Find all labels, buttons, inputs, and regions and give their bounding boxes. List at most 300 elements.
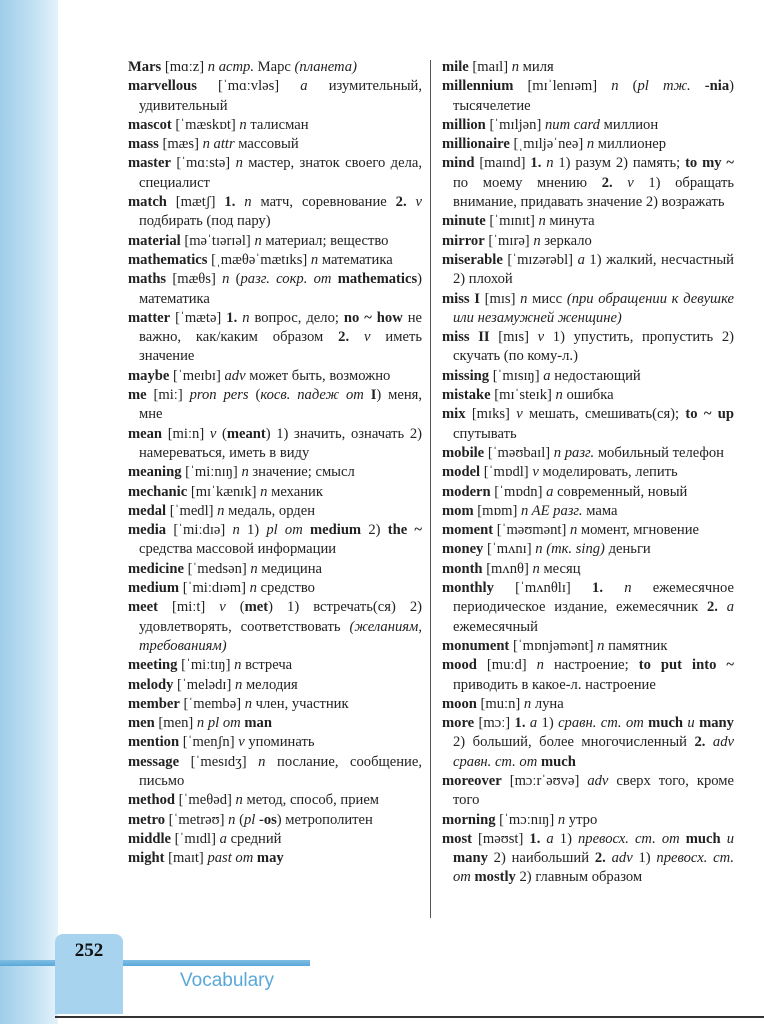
headword: monthly bbox=[442, 580, 494, 597]
entry-text: миля bbox=[519, 59, 554, 75]
entry-text: n bbox=[234, 657, 242, 674]
dictionary-entry bbox=[442, 521, 734, 540]
headword: mind bbox=[442, 155, 475, 172]
headword: medium bbox=[128, 580, 180, 597]
entry-text: 1. bbox=[226, 309, 238, 326]
entry-text: [ˈmiːdɪə] bbox=[166, 522, 233, 539]
headword: money bbox=[442, 541, 484, 558]
entry-text: adv bbox=[587, 772, 609, 789]
entry-text: [ˈmɔːnɪŋ] bbox=[495, 811, 558, 828]
entry-text: pron pers bbox=[189, 387, 249, 404]
dictionary-entry bbox=[128, 367, 422, 386]
entry-text: to put into ~ bbox=[638, 657, 734, 674]
dictionary-entry bbox=[442, 714, 734, 772]
entry-text: [maɪt] bbox=[164, 850, 208, 867]
dictionary-entry bbox=[128, 676, 422, 695]
entry-text: n bbox=[241, 464, 249, 481]
dictionary-entry bbox=[128, 425, 422, 464]
dictionary-entry bbox=[128, 135, 422, 154]
entry-text: 1) упустить, пропустить 2) скучать (по кому-л.) bbox=[453, 329, 734, 365]
entry-text: a bbox=[577, 251, 585, 268]
entry-text: [ˈmɪljən] bbox=[485, 116, 545, 133]
entry-text: 1) разум 2) память; bbox=[553, 155, 686, 172]
entry-text: n attr bbox=[202, 136, 235, 153]
dictionary-entry bbox=[442, 540, 734, 559]
entry-text: n bbox=[310, 251, 319, 268]
entry-text: зеркало bbox=[540, 232, 592, 249]
entry-text bbox=[613, 175, 628, 191]
entry-text: [mʌnθ] bbox=[482, 560, 533, 577]
entry-text: 1. bbox=[514, 715, 526, 732]
dictionary-entry bbox=[128, 830, 422, 849]
headword: month bbox=[442, 560, 483, 577]
entry-text: n bbox=[249, 580, 257, 597]
entry-text: n bbox=[523, 695, 532, 712]
entry-text: [ˈmɪzərəbl] bbox=[502, 251, 578, 268]
entry-text: 1) bbox=[537, 715, 559, 732]
entry-text: [ˈmɪsɪŋ] bbox=[489, 367, 544, 384]
dictionary-entry bbox=[128, 502, 422, 521]
headword: mile bbox=[442, 59, 469, 75]
entry-text: подбирать (под пару) bbox=[139, 213, 271, 230]
entry-text: n bbox=[557, 811, 566, 828]
entry-text: n bbox=[533, 232, 541, 249]
entry-text: [mɪs] bbox=[489, 329, 538, 346]
entry-text: mostly bbox=[474, 869, 516, 886]
entry-text: [ˈmɑːstə] bbox=[170, 155, 236, 172]
headword: most bbox=[442, 830, 472, 847]
entry-text: мелодия bbox=[242, 676, 298, 693]
entry-text: n bbox=[546, 155, 554, 172]
entry-text: [mɒm] bbox=[473, 502, 521, 519]
entry-text bbox=[364, 387, 371, 403]
entry-text: миллион bbox=[599, 116, 659, 133]
headword: mistake bbox=[442, 387, 491, 404]
entry-text: [ˈmæskɒt] bbox=[171, 116, 240, 133]
headword: mathematics bbox=[128, 251, 208, 268]
entry-text: и bbox=[687, 715, 695, 732]
entry-text: 1) bbox=[632, 850, 657, 867]
entry-text: [ˈmɪrə] bbox=[484, 232, 534, 249]
entry-text: [mɪˈsteɪk] bbox=[490, 387, 556, 404]
entry-text: I bbox=[370, 387, 377, 404]
entry-text: сравн. ст. от bbox=[558, 715, 644, 732]
right-column bbox=[442, 58, 734, 888]
entry-text: деньги bbox=[604, 541, 651, 558]
entry-text: 2) bbox=[361, 522, 388, 539]
headword: miss II bbox=[442, 329, 490, 346]
headword: miss I bbox=[442, 290, 480, 307]
headword: more bbox=[442, 715, 475, 732]
entry-text: [ˈmetrəʊ] bbox=[165, 811, 229, 828]
dictionary-entry bbox=[442, 463, 734, 482]
entry-text: n bbox=[235, 676, 243, 693]
headword: Mars bbox=[128, 59, 162, 75]
headword: maths bbox=[128, 271, 167, 288]
entry-text: adv bbox=[224, 367, 246, 384]
entry-text: мастер, знаток своего дела, специалист bbox=[139, 155, 422, 191]
headword: mascot bbox=[128, 116, 172, 133]
entry-text: much bbox=[540, 753, 576, 770]
dictionary-entry bbox=[442, 811, 734, 830]
entry-text: [ˈmedsən] bbox=[183, 560, 251, 577]
entry-text: 1. bbox=[224, 194, 236, 211]
entry-text: недостающий bbox=[550, 367, 641, 384]
entry-text: [ˈmelədɪ] bbox=[173, 676, 235, 693]
dictionary-entry bbox=[128, 714, 422, 733]
dictionary-entry bbox=[442, 502, 734, 521]
dictionary-entry bbox=[128, 791, 422, 810]
entry-text: [ˈmeθəd] bbox=[175, 792, 236, 809]
entry-text: n bbox=[538, 213, 546, 230]
entry-text: [ˈmɒdl] bbox=[480, 464, 533, 481]
entry-text: приводить в какое-л. настроение bbox=[453, 676, 656, 693]
entry-text: the ~ bbox=[387, 522, 422, 539]
dictionary-entry bbox=[442, 656, 734, 695]
entry-text: n bbox=[217, 502, 225, 519]
headword: monument bbox=[442, 637, 510, 654]
entry-text: ) метрополитен bbox=[276, 811, 373, 828]
entry-text: ) 1) значить, означать 2) намереваться, иметь в виду bbox=[139, 425, 422, 461]
entry-text: может быть, возможно bbox=[245, 367, 391, 384]
entry-text: n bbox=[239, 116, 247, 133]
entry-text: to ~ up bbox=[685, 406, 734, 423]
entry-text: [ˌmæθəˈmætɪks] bbox=[207, 251, 311, 268]
entry-text: n bbox=[250, 560, 258, 577]
entry-text: [ˈmɑːvləs] bbox=[196, 78, 301, 95]
headword: marvellous bbox=[128, 78, 197, 95]
left-column bbox=[128, 58, 422, 868]
entry-text: a bbox=[726, 599, 734, 616]
entry-text: man bbox=[244, 715, 272, 732]
dictionary-entry bbox=[128, 521, 422, 560]
dictionary-entry bbox=[442, 772, 734, 811]
entry-text: n bbox=[511, 59, 520, 75]
dictionary-entry bbox=[442, 405, 734, 444]
entry-text: (при обращении к девушке или незамужней женщине) bbox=[453, 290, 735, 326]
column-divider bbox=[430, 60, 431, 918]
entry-text: средний bbox=[226, 830, 282, 847]
entry-text: мама bbox=[582, 502, 618, 519]
entry-text: pl bbox=[243, 811, 256, 828]
entry-text: ( bbox=[235, 811, 244, 828]
headword: moreover bbox=[442, 772, 502, 789]
entry-text: материал; вещество bbox=[261, 232, 389, 249]
dictionary-entry bbox=[442, 212, 734, 231]
entry-text: (тк. sing) bbox=[546, 541, 605, 558]
headword: millennium bbox=[442, 78, 514, 95]
entry-text: n bbox=[244, 194, 252, 211]
dictionary-entry bbox=[442, 135, 734, 154]
headword: might bbox=[128, 850, 165, 867]
entry-text: may bbox=[256, 850, 284, 867]
entry-text: [ˈmʌnɪ] bbox=[483, 541, 536, 558]
dictionary-entry bbox=[128, 270, 422, 309]
headword: mobile bbox=[442, 444, 485, 461]
entry-text: [mæs] bbox=[158, 136, 203, 153]
entry-text: a bbox=[543, 367, 551, 384]
entry-text: n bbox=[597, 637, 605, 654]
dictionary-entry bbox=[442, 444, 734, 463]
entry-text: ошибка bbox=[562, 387, 614, 404]
headword: message bbox=[128, 753, 180, 770]
entry-text: превосх. ст. от bbox=[453, 850, 734, 886]
entry-text: [mɪˈlenɪəm] bbox=[513, 78, 612, 95]
entry-text: 1) bbox=[239, 522, 267, 539]
entry-text: much bbox=[685, 830, 721, 847]
entry-text: [mɪks] bbox=[465, 406, 517, 423]
dictionary-entry bbox=[128, 598, 422, 656]
dictionary-entry bbox=[128, 58, 422, 77]
entry-text bbox=[718, 599, 727, 615]
headword: material bbox=[128, 232, 181, 249]
entry-text: adv сравн. ст. от bbox=[453, 734, 734, 770]
entry-text: met bbox=[244, 599, 269, 616]
entry-text: n bbox=[260, 483, 268, 500]
entry-text: (желаниям, требованиям) bbox=[139, 618, 422, 654]
entry-text: ) 1) встречать(ся) 2) удовлетворять, соответствовать bbox=[139, 599, 422, 635]
dictionary-entry bbox=[128, 116, 422, 135]
headword: middle bbox=[128, 830, 171, 847]
entry-text: изумительный, удивительный bbox=[139, 78, 422, 114]
entry-text: v bbox=[516, 406, 523, 423]
entry-text: луна bbox=[531, 695, 564, 712]
entry-text: [ˈmiːtɪŋ] bbox=[177, 657, 235, 674]
entry-text: [məʊst] bbox=[472, 830, 530, 847]
entry-text: 2. bbox=[395, 194, 407, 211]
entry-text: 1) bbox=[553, 830, 578, 847]
dictionary-entry bbox=[442, 232, 734, 251]
entry-text: 2. bbox=[594, 850, 606, 867]
entry-text: [ˈmiːnɪŋ] bbox=[181, 464, 242, 481]
entry-text: no ~ how bbox=[343, 309, 403, 326]
dictionary-entry bbox=[442, 328, 734, 367]
entry-text: -os bbox=[258, 811, 277, 828]
entry-text: n bbox=[242, 309, 250, 326]
page-number: 252 bbox=[74, 940, 104, 961]
dictionary-entry bbox=[128, 154, 422, 193]
dictionary-entry bbox=[442, 367, 734, 386]
entry-text: разг. сокр. от bbox=[240, 271, 332, 288]
entry-text: v bbox=[219, 599, 226, 616]
entry-text: n bbox=[624, 580, 632, 597]
entry-text: num card bbox=[544, 116, 600, 133]
entry-text: [miːn] bbox=[162, 425, 210, 442]
headword: medicine bbox=[128, 560, 184, 577]
entry-text: [ˈməʊbaɪl] bbox=[484, 444, 554, 461]
entry-text: ( bbox=[225, 599, 245, 616]
entry-text: v bbox=[209, 425, 217, 442]
entry-text: вопрос, дело; bbox=[249, 309, 344, 326]
entry-text bbox=[603, 580, 624, 596]
entry-text: [mɪˈkænɪk] bbox=[187, 483, 261, 500]
entry-text: ( bbox=[216, 425, 227, 442]
entry-text: матч, соревнование bbox=[251, 194, 396, 211]
dictionary-entry bbox=[128, 560, 422, 579]
entry-text: v bbox=[532, 464, 539, 481]
entry-text: памятник bbox=[604, 637, 668, 654]
entry-text: n bbox=[532, 560, 540, 577]
entry-text: мешать, смешивать(ся); bbox=[522, 406, 686, 423]
entry-text: [muːd] bbox=[476, 657, 537, 674]
dictionary-entry bbox=[442, 483, 734, 502]
entry-text: ) математика bbox=[139, 271, 422, 307]
entry-text: 2. bbox=[694, 734, 706, 751]
entry-text: 1) обращать внимание, придавать значение 2) возражать bbox=[453, 174, 734, 211]
entry-text: [miːt] bbox=[157, 599, 220, 616]
dictionary-entry bbox=[128, 386, 422, 425]
entry-text: медицина bbox=[257, 560, 323, 577]
entry-text: [mɔːrˈəʊvə] bbox=[501, 772, 588, 789]
entry-text: 1) жалкий, несчастный 2) плохой bbox=[453, 251, 734, 288]
headword: moment bbox=[442, 522, 494, 539]
entry-text: [ˈmɪnɪt] bbox=[485, 213, 539, 230]
headword: medal bbox=[128, 502, 167, 519]
entry-text: современный, новый bbox=[553, 483, 688, 500]
entry-text: (планета) bbox=[294, 59, 357, 75]
dictionary-entry bbox=[128, 309, 422, 367]
entry-text: [muːn] bbox=[476, 695, 524, 712]
entry-text: [ˈmɪdl] bbox=[170, 830, 220, 847]
bottom-rule bbox=[55, 1016, 764, 1018]
entry-text: many bbox=[453, 850, 488, 867]
entry-text: medium bbox=[310, 522, 362, 539]
headword: meeting bbox=[128, 657, 178, 674]
footer-band bbox=[0, 960, 310, 966]
headword: mirror bbox=[442, 232, 485, 249]
entry-text: талисман bbox=[246, 116, 309, 133]
entry-text: n bbox=[536, 657, 544, 674]
entry-text: 2. bbox=[706, 599, 718, 616]
entry-text: ( bbox=[229, 271, 241, 288]
entry-text bbox=[235, 194, 244, 210]
entry-text: ) меня, мне bbox=[139, 387, 422, 423]
entry-text: моделировать, лепить bbox=[538, 464, 678, 481]
entry-text: n bbox=[232, 522, 240, 539]
entry-text: упоминать bbox=[244, 734, 315, 751]
entry-text: превосх. ст. от bbox=[577, 830, 680, 847]
headword: mood bbox=[442, 657, 477, 674]
entry-text: n bbox=[611, 78, 619, 95]
entry-text: сверх того, кроме того bbox=[453, 772, 734, 809]
entry-text: n bbox=[555, 387, 563, 404]
headword: me bbox=[128, 387, 147, 404]
entry-text: n bbox=[586, 136, 595, 153]
dictionary-entry bbox=[128, 811, 422, 830]
headword: moon bbox=[442, 695, 477, 712]
entry-text: n bbox=[569, 522, 578, 539]
entry-text: 1. bbox=[592, 580, 603, 597]
entry-text: n астр. bbox=[207, 59, 254, 75]
entry-text: медаль, орден bbox=[224, 502, 316, 519]
entry-text: мобильный телефон bbox=[594, 444, 724, 461]
dictionary-entry bbox=[442, 154, 734, 212]
dictionary-entry bbox=[442, 386, 734, 405]
entry-text: послание, сообщение, письмо bbox=[139, 753, 422, 789]
entry-text: математика bbox=[318, 251, 393, 268]
entry-text: [ˈmætə] bbox=[170, 309, 227, 326]
headword: maybe bbox=[128, 367, 170, 384]
entry-text: to my ~ bbox=[685, 155, 734, 172]
entry-text: a bbox=[219, 830, 227, 847]
entry-text: [ˌmɪljəˈneə] bbox=[509, 136, 587, 153]
dictionary-entry bbox=[128, 463, 422, 482]
entry-text: мисс bbox=[527, 290, 567, 307]
entry-text: v bbox=[238, 734, 245, 751]
headword: modern bbox=[442, 483, 491, 500]
entry-text: pl тж. bbox=[637, 78, 691, 95]
headword: media bbox=[128, 522, 167, 539]
entry-text: v bbox=[537, 329, 545, 346]
entry-text: n bbox=[258, 753, 266, 770]
entry-text: ( bbox=[618, 78, 638, 95]
entry-text: и bbox=[726, 830, 734, 847]
entry-text: значение; смысл bbox=[248, 464, 355, 481]
left-margin-strip bbox=[0, 0, 58, 1024]
entry-text: n bbox=[535, 541, 543, 558]
entry-text: спутывать bbox=[453, 425, 517, 442]
entry-text: момент, мгновение bbox=[577, 522, 699, 539]
headword: model bbox=[442, 464, 481, 481]
headword: metro bbox=[128, 811, 166, 828]
dictionary-entry bbox=[128, 753, 422, 792]
entry-text: -nia bbox=[704, 78, 730, 95]
dictionary-entry bbox=[128, 232, 422, 251]
entry-text: 2) главным образом bbox=[515, 869, 643, 886]
entry-text: 1. bbox=[529, 830, 541, 847]
entry-text: [ˈmɒnjəmənt] bbox=[509, 637, 598, 654]
headword: missing bbox=[442, 367, 490, 384]
dictionary-entry bbox=[442, 695, 734, 714]
headword: mom bbox=[442, 502, 474, 519]
entry-text: ( bbox=[248, 387, 261, 404]
entry-text: a bbox=[546, 830, 554, 847]
entry-text: pl от bbox=[266, 522, 303, 539]
section-title: Vocabulary bbox=[180, 970, 275, 991]
dictionary-entry bbox=[128, 193, 422, 232]
entry-text: иметь значение bbox=[139, 329, 422, 365]
headword: miserable bbox=[442, 251, 503, 268]
headword: morning bbox=[442, 811, 496, 828]
entry-text: средства массовой информации bbox=[139, 541, 337, 558]
entry-text: n bbox=[235, 792, 243, 809]
entry-text: [ˈmʌnθlɪ] bbox=[493, 580, 593, 597]
dictionary-entry bbox=[442, 579, 734, 637]
entry-text: n pl от bbox=[196, 715, 241, 732]
headword: member bbox=[128, 695, 180, 712]
entry-text: [ˈmesɪdʒ] bbox=[179, 753, 259, 770]
entry-text: массовый bbox=[234, 136, 299, 153]
headword: men bbox=[128, 715, 155, 732]
entry-text bbox=[691, 78, 705, 94]
entry-text: much bbox=[648, 715, 684, 732]
entry-text: встреча bbox=[241, 657, 293, 674]
entry-text: n AE разг. bbox=[520, 502, 583, 519]
entry-text: mathematics bbox=[337, 271, 418, 288]
entry-text: a bbox=[300, 78, 308, 95]
headword: meet bbox=[128, 599, 158, 616]
dictionary-entry bbox=[128, 77, 422, 116]
entry-text: v bbox=[627, 174, 634, 191]
dictionary-entry bbox=[442, 251, 734, 290]
entry-text: [ˈməʊmənt] bbox=[493, 522, 570, 539]
entry-text: [men] bbox=[154, 715, 197, 732]
dictionary-entry bbox=[442, 116, 734, 135]
entry-text: [mætʃ] bbox=[166, 194, 225, 211]
entry-text: 1. bbox=[530, 155, 542, 172]
entry-text: adv bbox=[611, 850, 633, 867]
headword: minute bbox=[442, 213, 486, 230]
